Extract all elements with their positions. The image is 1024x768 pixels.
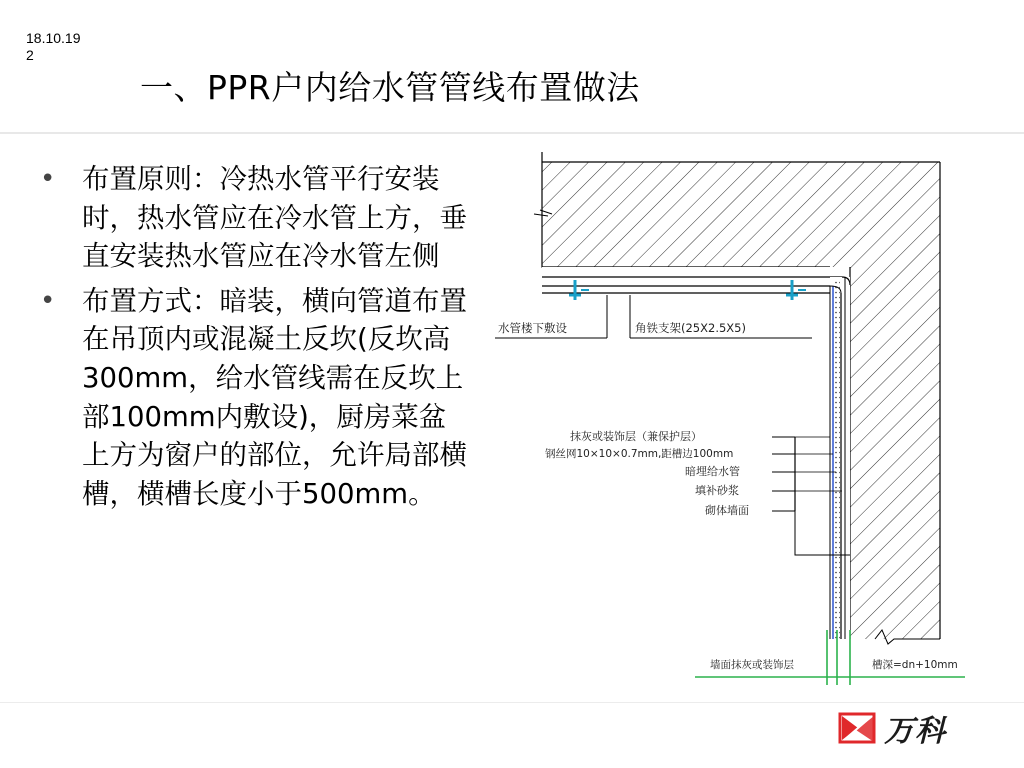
label-filling-mortar: 填补砂浆 — [695, 484, 739, 497]
bullet-list — [40, 160, 470, 519]
label-wire-mesh: 钢丝网10×10×0.7mm,距槽边100mm — [545, 448, 734, 460]
label-angle-bracket: 角铁支架(25X2.5X5) — [635, 321, 746, 335]
layer-callouts — [545, 429, 850, 555]
bullet-text: 布置方式：暗装，横向管道布置在吊顶内或混凝土反坎(反坎高300mm，给水管线需在反坎上部100mm内敷设)，厨房菜盆上方为窗户的部位，允许局部横槽，横槽长度小于500mm。 — [82, 284, 467, 510]
pipe-clamp-right — [786, 280, 806, 300]
label-concealed-pipe: 暗埋给水管 — [685, 465, 740, 478]
label-groove-depth: 槽深=dn+10mm — [872, 659, 958, 671]
logo-name: 万科 — [884, 714, 946, 749]
bullet-text: 布置原则：冷热水管平行安装时，热水管应在冷水管上方，垂直安装热水管应在冷水管左侧 — [82, 163, 467, 273]
bullet-marker-icon: • — [40, 164, 56, 194]
slide-date: 18.10.19 — [26, 30, 81, 46]
pipe-installation-diagram — [490, 150, 970, 699]
label-wall-finish: 墙面抹灰或装饰层 — [710, 659, 794, 671]
label-masonry-wall: 砌体墙面 — [705, 504, 749, 517]
concrete-slab — [534, 152, 940, 267]
vanke-logo — [838, 706, 946, 750]
label-plaster-layer: 抹灰或装饰层（兼保护层） — [570, 430, 702, 443]
label-boxes — [495, 295, 812, 338]
date-stamp — [26, 30, 81, 64]
pipe-clamp-left — [569, 280, 589, 300]
bullet-layout-method — [40, 282, 470, 514]
title-divider — [0, 132, 1024, 134]
bullet-marker-icon: • — [40, 285, 56, 316]
vertical-concealed-pipe — [830, 277, 850, 639]
label-pipe-under-slab: 水管楼下敷设 — [498, 321, 567, 335]
page-number: 2 — [26, 47, 34, 63]
bullet-layout-principle — [40, 160, 470, 276]
footer-divider — [0, 702, 1024, 703]
vanke-emblem-icon — [838, 710, 878, 746]
slide-title: 一、PPR户内给水管管线布置做法 — [140, 68, 640, 107]
